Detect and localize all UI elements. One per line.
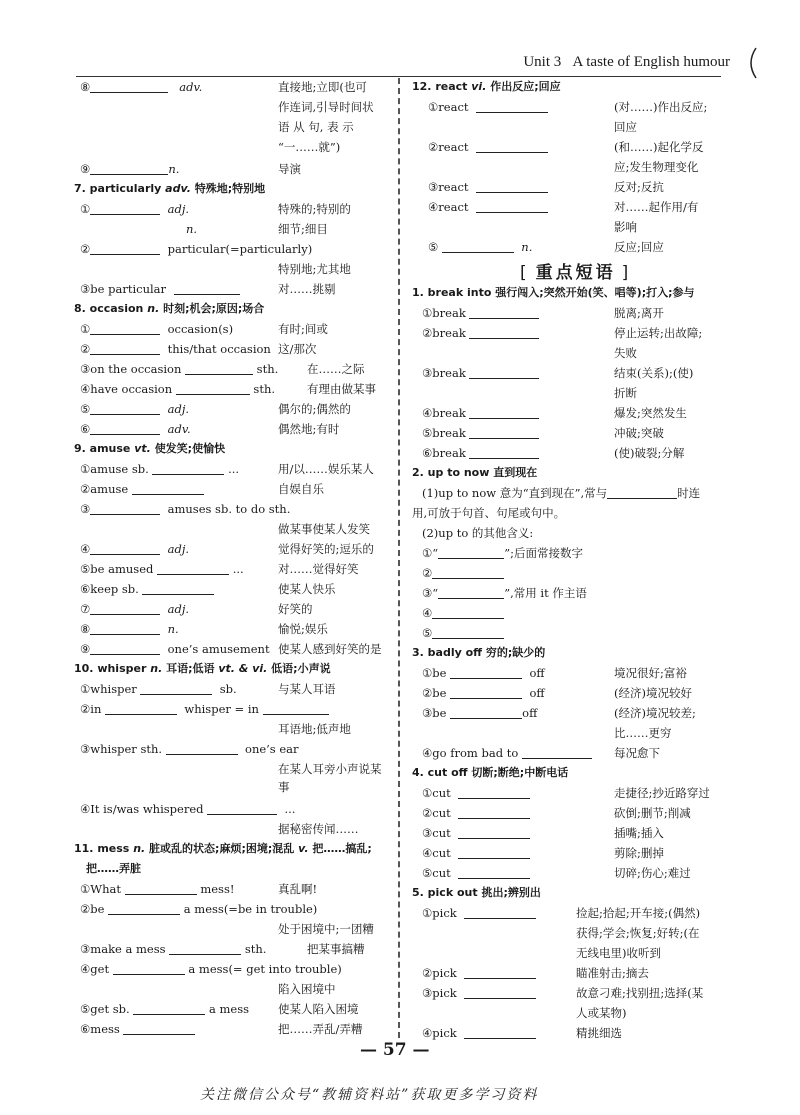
phrase-heading-5: 5. pick out 挑出;辨别出	[412, 886, 541, 899]
meaning: 做某事使某人发笑	[278, 522, 370, 536]
blank[interactable]	[432, 566, 504, 579]
list-item: ④pick	[422, 1024, 536, 1042]
list-item: ③“ ”,常用 it 作主语	[422, 586, 587, 600]
list-item: ④cut	[422, 844, 530, 862]
meaning: “一……就”)	[278, 140, 341, 154]
meaning: 冲破;突破	[614, 426, 664, 440]
list-item: ⑧ n.	[80, 622, 179, 636]
blank[interactable]	[263, 702, 329, 715]
blank[interactable]	[123, 1022, 195, 1035]
meaning: 停止运转;出故障;	[614, 326, 703, 340]
blank[interactable]	[90, 342, 160, 355]
phrase-heading-1: 1. break into 强行闯入;突然开始(笑、唱等);打入;参与	[412, 286, 695, 299]
meaning: 影响	[614, 220, 637, 234]
meaning: 使某人陷入困境	[278, 1002, 359, 1016]
meaning: 好笑的	[278, 602, 313, 616]
list-item: ②pick	[422, 964, 536, 982]
list-item: ④react	[428, 198, 548, 216]
word-heading-11: 11. mess n. 脏或乱的状态;麻烦;困境;混乱 v. 把……搞乱;	[74, 842, 372, 855]
blank[interactable]	[469, 426, 539, 439]
word-heading-11-cont: 把……弄脏	[86, 862, 141, 875]
meaning: 无线电里)收听到	[576, 946, 661, 960]
list-item: ⑨ one’s amusement	[80, 642, 270, 656]
blank[interactable]	[464, 966, 536, 979]
meaning: 直接地;立即(也可	[278, 80, 367, 94]
blank[interactable]	[476, 180, 548, 193]
list-item: ①whisper sb.	[80, 682, 237, 696]
blank[interactable]	[152, 462, 224, 475]
blank[interactable]	[132, 482, 204, 495]
list-item: ① adj.	[80, 202, 190, 216]
meaning: 与某人耳语	[278, 682, 336, 696]
meaning: 失败	[614, 346, 637, 360]
blank[interactable]	[90, 322, 160, 335]
blank[interactable]	[90, 622, 160, 635]
meaning: 比……更穷	[614, 726, 672, 740]
list-item: ⑤ n.	[428, 240, 533, 254]
meaning: 处于困境中;一团糟	[278, 922, 374, 936]
blank[interactable]	[207, 802, 277, 815]
meaning: 故意刁难;找别扭;选择(某	[576, 986, 704, 1000]
blank[interactable]	[438, 586, 504, 599]
page-header	[500, 52, 760, 76]
blank[interactable]	[469, 366, 539, 379]
meaning: 应;发生物理变化	[614, 160, 699, 174]
list-item: ⑤break	[422, 424, 539, 442]
meaning: (经济)境况较差;	[614, 706, 696, 720]
list-item: ③cut	[422, 824, 530, 842]
list-item: ④go from bad to	[422, 744, 592, 762]
meaning: 特殊的;特别的	[278, 202, 351, 216]
word-heading-10: 10. whisper n. 耳语;低语 vt. & vi. 低语;小声说	[74, 662, 331, 675]
blank[interactable]	[458, 786, 530, 799]
blank[interactable]	[133, 1002, 205, 1015]
blank[interactable]	[432, 626, 504, 639]
blank[interactable]	[125, 882, 197, 895]
blank[interactable]	[464, 906, 536, 919]
meaning: 耳语地;低声地	[278, 722, 351, 736]
list-item: ⑤get sb. a mess	[80, 1002, 250, 1016]
list-item: ①break	[422, 304, 539, 322]
blank[interactable]	[108, 902, 180, 915]
list-item: ②in whisper = in	[80, 700, 329, 718]
meaning: 真乱啊!	[278, 882, 318, 896]
list-item: ③react	[428, 178, 548, 196]
list-item: ③break	[422, 364, 539, 382]
list-item: ③ amuses sb. to do sth.	[80, 502, 291, 516]
blank[interactable]	[450, 686, 522, 699]
phrase-heading-4: 4. cut off 切断;断绝;中断电话	[412, 766, 569, 779]
blank[interactable]	[90, 642, 160, 655]
blank[interactable]	[174, 282, 240, 295]
meaning: 特别地;尤其地	[278, 262, 351, 276]
meaning: 境况很好;富裕	[614, 666, 687, 680]
blank[interactable]	[522, 746, 592, 759]
paragraph-line: (2)up to 的其他含义:	[422, 526, 534, 540]
list-item: ③whisper sth. one’s ear	[80, 742, 299, 756]
list-item: ⑤cut	[422, 864, 530, 882]
blank[interactable]	[458, 806, 530, 819]
list-item: ④ adj.	[80, 542, 190, 556]
blank[interactable]	[432, 606, 504, 619]
blank[interactable]	[450, 666, 522, 679]
list-item: ②break	[422, 324, 539, 342]
blank[interactable]	[469, 306, 539, 319]
meaning: 回应	[614, 120, 637, 134]
meaning: 精挑细选	[576, 1026, 622, 1040]
meaning: 有理由做某事	[307, 382, 376, 396]
blank[interactable]	[458, 826, 530, 839]
blank[interactable]	[157, 562, 229, 575]
unit-title: Unit 3 A taste of English humour	[523, 54, 730, 70]
meaning: 结束(关系);(使)	[614, 366, 694, 380]
meaning: 砍倒;删节;削减	[614, 806, 691, 820]
list-item: n.	[186, 222, 198, 236]
list-item: ④break	[422, 404, 539, 422]
meaning: (和……)起化学反	[614, 140, 704, 154]
meaning: 据秘密传闻……	[278, 822, 359, 836]
list-item: ④It is/was whispered ...	[80, 802, 296, 816]
entry-9: ⑨ n.	[80, 162, 180, 176]
blank[interactable]	[607, 486, 677, 499]
header-rule	[76, 76, 721, 77]
list-item: ① occasion(s)	[80, 322, 234, 336]
word-heading-12: 12. react vi. 作出反应;回应	[412, 80, 561, 93]
blank[interactable]	[140, 682, 212, 695]
list-item: ⑤be amused ...	[80, 562, 244, 576]
column-divider	[398, 78, 400, 1038]
list-item: ④have occasion sth.	[80, 382, 276, 396]
meaning: 把某事搞糟	[307, 942, 365, 956]
meaning: 语 从 句, 表 示	[278, 120, 354, 134]
meaning: 脱离;离开	[614, 306, 664, 320]
meaning: (使)破裂;分解	[614, 446, 685, 460]
meaning: 折断	[614, 386, 637, 400]
list-item: ③pick	[422, 984, 536, 1002]
blank[interactable]	[464, 986, 536, 999]
list-item: ③make a mess sth.	[80, 942, 267, 956]
list-item: ①“ ”;后面常接数字	[422, 546, 583, 560]
word-heading-9: 9. amuse vt. 使发笑;使愉快	[74, 442, 226, 455]
list-item: ③on the occasion sth.	[80, 362, 279, 376]
blank[interactable]	[442, 240, 514, 253]
meaning: 反应;回应	[614, 240, 664, 254]
blank[interactable]	[176, 382, 250, 395]
section-title: [ 重点短语 ]	[520, 258, 631, 283]
footer-note: 关注微信公众号“教辅资料站”获取更多学习资料	[200, 1087, 539, 1103]
blank[interactable]	[469, 406, 539, 419]
blank[interactable]	[90, 422, 160, 435]
blank[interactable]	[90, 80, 168, 93]
list-item: ①react	[428, 98, 548, 116]
blank[interactable]	[90, 202, 160, 215]
meaning: 有时;间或	[278, 322, 328, 336]
meaning: 偶然地;有时	[278, 422, 340, 436]
blank[interactable]	[450, 706, 522, 719]
meaning: 愉悦;娱乐	[278, 622, 328, 636]
meaning: 捡起;拾起;开车接;(偶然)	[576, 906, 701, 920]
word-heading-8: 8. occasion n. 时刻;机会;原因;场合	[74, 302, 265, 315]
list-item: ② this/that occasion	[80, 342, 271, 356]
list-item: ①amuse sb. ...	[80, 462, 240, 476]
meaning: 自娱自乐	[278, 482, 324, 496]
list-item: ①pick	[422, 904, 536, 922]
blank[interactable]	[90, 502, 160, 515]
meaning: 对……挑剔	[278, 282, 336, 296]
blank[interactable]	[113, 962, 185, 975]
meaning: (经济)境况较好	[614, 686, 692, 700]
list-item: ②react	[428, 138, 548, 156]
paragraph-line: (1)up to now 意为“直到现在”,常与 时连	[422, 486, 701, 500]
blank[interactable]	[105, 702, 177, 715]
list-item: ⑥mess	[80, 1020, 195, 1038]
list-item: ②	[422, 564, 504, 582]
blank[interactable]	[185, 362, 253, 375]
blank[interactable]	[469, 446, 539, 459]
meaning: 在某人耳旁小声说某事	[278, 762, 382, 794]
blank[interactable]	[90, 162, 168, 175]
blank[interactable]	[90, 542, 160, 555]
blank[interactable]	[458, 846, 530, 859]
meaning: 作连词,引导时间状	[278, 100, 374, 114]
meaning: 剪除;删掉	[614, 846, 664, 860]
meaning: 使某人感到好笑的是	[278, 642, 382, 656]
list-item: ②be off	[422, 686, 545, 700]
list-item: ①What mess!	[80, 882, 235, 896]
meaning: 获得;学会;恢复;好转;(在	[576, 926, 700, 940]
list-item: ①be off	[422, 666, 545, 680]
blank[interactable]	[438, 546, 504, 559]
meaning: 陷入困境中	[278, 982, 336, 996]
list-item: ⑥keep sb.	[80, 580, 214, 598]
meaning: 插嘴;插入	[614, 826, 664, 840]
paragraph-line: 用,可放于句首、句尾或句中。	[412, 506, 566, 520]
meaning: 觉得好笑的;逗乐的	[278, 542, 374, 556]
blank[interactable]	[142, 582, 214, 595]
blank[interactable]	[476, 140, 548, 153]
blank[interactable]	[476, 200, 548, 213]
meaning: 使某人快乐	[278, 582, 336, 596]
meaning: 把……弄乱/弄糟	[278, 1022, 363, 1036]
blank[interactable]	[90, 602, 160, 615]
meaning: 走捷径;抄近路穿过	[614, 786, 710, 800]
list-item: ② particular(=particularly)	[80, 242, 313, 256]
list-item: ③be particular	[80, 280, 240, 298]
meaning: 细节;细目	[278, 222, 328, 236]
list-item: ⑤ adj.	[80, 402, 190, 416]
word-heading-7: 7. particularly adv. 特殊地;特别地	[74, 182, 266, 195]
meaning: 爆发;突然发生	[614, 406, 687, 420]
meaning: 反对;反抗	[614, 180, 664, 194]
blank[interactable]	[90, 402, 160, 415]
blank[interactable]	[90, 242, 160, 255]
blank[interactable]	[464, 1026, 536, 1039]
blank[interactable]	[476, 100, 548, 113]
list-item: ④	[422, 604, 504, 622]
entry-8: ⑧ adv.	[80, 80, 203, 94]
list-item: ⑥break	[422, 444, 539, 462]
meaning: 切碎;伤心;难过	[614, 866, 691, 880]
list-item: ②amuse	[80, 480, 204, 498]
list-item: ①cut	[422, 784, 530, 802]
page-number: — 57 —	[360, 1040, 430, 1060]
meaning: 对……觉得好笑	[278, 562, 359, 576]
list-item: ③be off	[422, 706, 538, 720]
blank[interactable]	[166, 742, 238, 755]
list-item: ⑥ adv.	[80, 422, 191, 436]
meaning: 每况愈下	[614, 746, 660, 760]
meaning: 在……之际	[307, 362, 365, 376]
list-item: ⑦ adj.	[80, 602, 190, 616]
list-item: ②cut	[422, 804, 530, 822]
phrase-heading-2: 2. up to now 直到现在	[412, 466, 538, 479]
list-item: ⑤	[422, 624, 504, 642]
blank[interactable]	[169, 942, 241, 955]
meaning: 导演	[278, 162, 301, 176]
bracket-decoration-icon	[744, 46, 760, 80]
list-item: ②be a mess(=be in trouble)	[80, 902, 318, 916]
list-item: ④get a mess(= get into trouble)	[80, 962, 342, 976]
meaning: (对……)作出反应;	[614, 100, 708, 114]
meaning: 偶尔的;偶然的	[278, 402, 351, 416]
meaning: 这/那次	[278, 342, 317, 356]
meaning: 用/以……娱乐某人	[278, 462, 374, 476]
blank[interactable]	[458, 866, 530, 879]
meaning: 对……起作用/有	[614, 200, 699, 214]
meaning: 人或某物)	[576, 1006, 627, 1020]
blank[interactable]	[469, 326, 539, 339]
meaning: 瞄准射击;摘去	[576, 966, 649, 980]
phrase-heading-3: 3. badly off 穷的;缺少的	[412, 646, 546, 659]
